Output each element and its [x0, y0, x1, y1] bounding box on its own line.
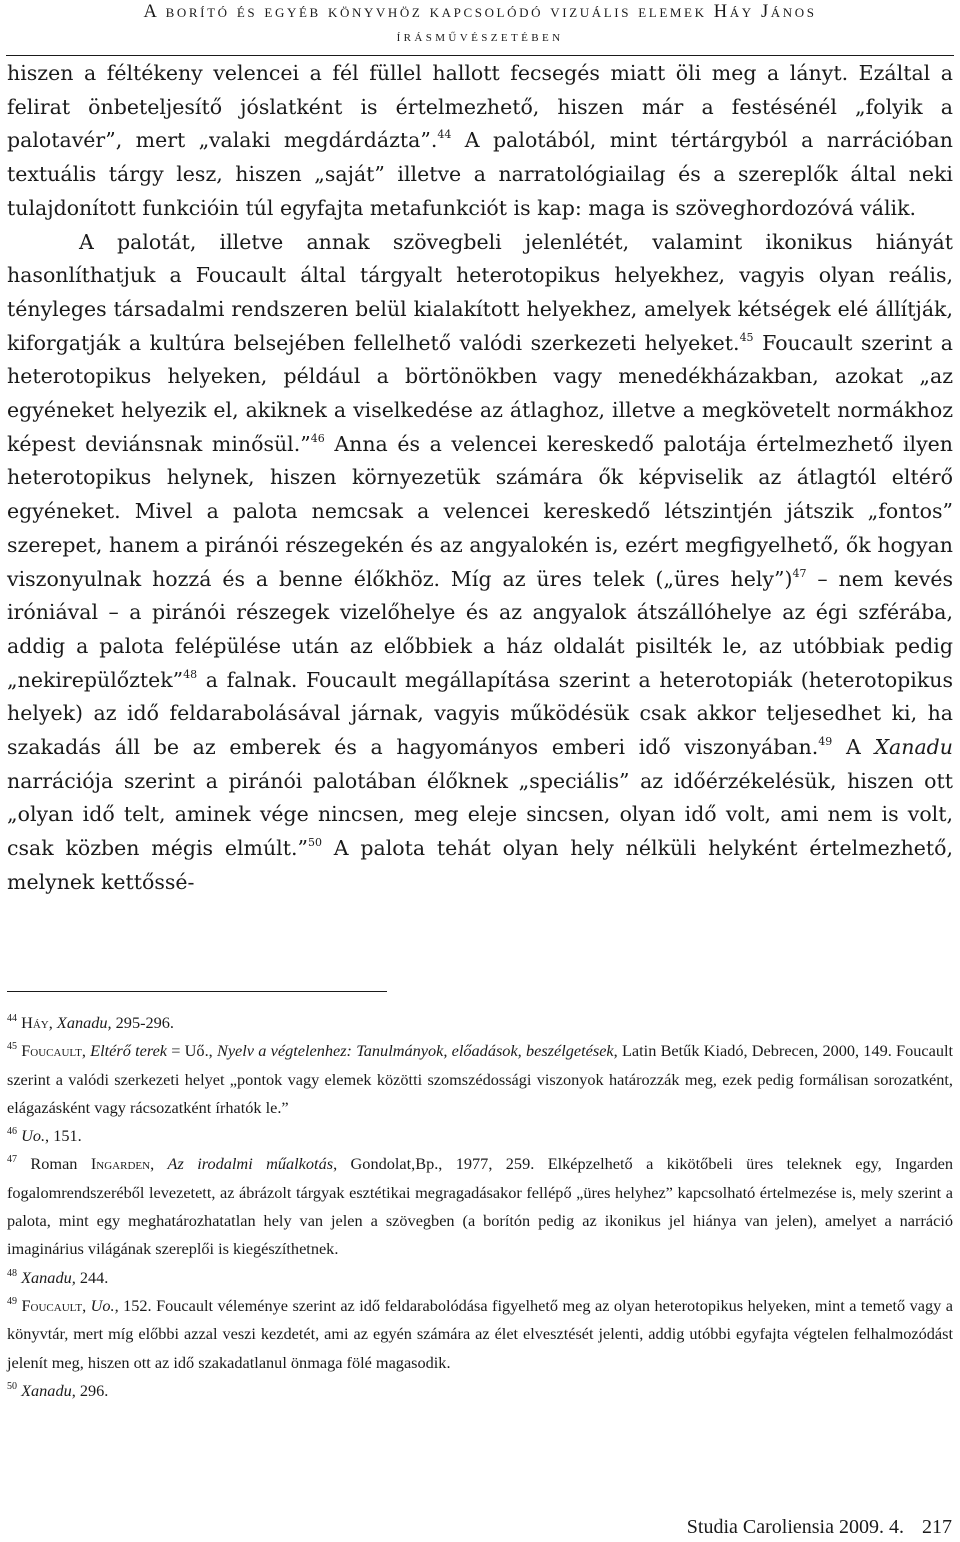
footnote-number: 45 — [7, 1041, 17, 1053]
footnote-ref-50[interactable]: 50 — [307, 836, 322, 850]
footnote-ref-44[interactable]: 44 — [437, 128, 452, 142]
footnote-47 — [7, 1150, 953, 1263]
footnote-author: Foucault — [21, 1041, 82, 1061]
footnote-author: Háy — [21, 1013, 49, 1032]
paragraph-1 — [7, 57, 953, 226]
footnote-title: Xanadu, — [21, 1267, 76, 1287]
text-span: , — [48, 1013, 57, 1032]
text-span: Anna és a velencei kereskedő palotája értelmezhető ilyen heterotopikus helynek, hiszen környezetük számára ők képviselik az átlagtól eltérő egyéneket. Mivel a palota nemcsak a velencei kereskedő létszintjén játszik „fontos” szerepet, hanem a piránói részegekén és az angyalokén is, ezért megfigyelhető, ők hogyan viszonyulnak hozzá és a benne élőkhöz. Míg az üres telek („üres hely”) — [7, 431, 953, 591]
footnote-number: 48 — [7, 1267, 17, 1279]
footnote-title: Xanadu — [21, 1380, 72, 1400]
text-span: Foucault szerint a heterotopikus helyeken, például a börtönökben vagy menedékházakban, azokat „az egyéneket helyezik el, akiknek a viselkedése az átlaghoz, illetve a megkövetelt normákhoz képest deviánsnak minősül.” — [7, 330, 953, 456]
journal-name: Studia Caroliensia 2009. 4. — [686, 1516, 904, 1538]
text-span: , Latin Betűk Kiadó, Debrecen, 2000, 149. Foucault szerint a valódi szerkezeti helyet „pontok vagy elemek közötti szomszédossági viszonyok határozzák meg, ezek pedig formálisan sorozatként, elágazásként vagy rácsozatként írhatók le.” — [7, 1041, 954, 1117]
text-span: Roman — [17, 1154, 91, 1174]
running-header — [0, 0, 960, 48]
main-text — [7, 57, 953, 900]
text-span: , — [150, 1154, 168, 1174]
footnote-44 — [7, 1009, 953, 1037]
footnote-48 — [7, 1264, 953, 1292]
text-span: A palota tehát olyan hely nélküli helyként értelmezhető, melynek kettőssé- — [7, 836, 953, 894]
footnote-ref-45[interactable]: 45 — [739, 330, 754, 344]
footnote-author: Ingarden — [90, 1154, 151, 1174]
paragraph-2 — [7, 226, 953, 900]
text-span: = Uő., — [167, 1041, 217, 1061]
footnote-title: Xanadu, — [56, 1013, 112, 1032]
footnote-ref-46[interactable]: 46 — [310, 431, 325, 445]
footnote-number: 44 — [7, 1013, 17, 1024]
footnote-title: Nyelv a végtelenhez: Tanulmányok, előadások, beszélgetések — [216, 1041, 614, 1061]
text-span: A palotából, mint tértárgyból a narrációban textuális tárgy lesz, hiszen „saját” illetve a narratológiailag és a szereplők által neki tulajdonított funkcióin túl egyfajta metafunkciót is kap: maga is szöveghordozóvá válik. — [7, 128, 953, 220]
footnote-author: Foucault — [21, 1295, 83, 1315]
footnote-45 — [7, 1037, 953, 1122]
footnote-number: 47 — [7, 1154, 17, 1166]
footnote-ref-49[interactable]: 49 — [818, 735, 833, 749]
footnote-title: Uo., — [90, 1295, 119, 1315]
text-span: , 151. — [45, 1126, 82, 1146]
text-span: 244. — [75, 1267, 109, 1287]
running-header-line-2: írásművészetében — [396, 28, 564, 45]
text-span: 152. Foucault véleménye szerint az idő feldarabolódása figyelhető meg az olyan heterotopikus helyeken, mint a temető vagy a könyvtár, mert míg előbbi azzal veszi kezdetét, ami az egyén számára az élet elvesztését jelenti, addig utóbbi egyfajta végtelen felhalmozódást jelenít meg, hiszen ott az idő szakadatlanul önmaga fölé magasodik. — [7, 1295, 953, 1372]
footnote-number: 49 — [7, 1295, 17, 1307]
text-span: , — [82, 1295, 91, 1315]
text-span: A palotát, illetve annak szövegbeli jelenlétét, valamint ikonikus hiányát hasonlíthatjuk a Foucault által tárgyalt heterotopikus helyekhez, vagyis olyan reális, tényleges társadalmi rendszeren belül kialakított helyekhez, amelyek kétségek elé állítják, kiforgatják a kultúra belsejében fellelhető valódi szerkezeti helyeket. — [7, 229, 953, 355]
footnotes — [7, 1009, 953, 1405]
text-span: – nem kevés iróniával – a piránói részegek vizelőhelye és az angyalok átszállóhelye az égi szférába, addig a palota felépülése után az előbbiek a ház oldalát pisilték le, az utóbbiak pedig „nekirepülőztek” — [7, 566, 953, 692]
text-span: hiszen a féltékeny velencei a fél füllel hallott fecsegés miatt öli meg a lányt. Ezáltal a felirat önbeteljesítő jóslatként is értelmezhető, hiszen már a festésénél „folyik a palotavér”, mert „valaki megdárdázta”. — [7, 61, 953, 153]
page-footer — [687, 1516, 952, 1539]
footnote-50 — [7, 1377, 953, 1405]
text-span: , Gondolat,Bp., 1977, 259. Elképzelhető a kikötőbeli üres teleknek egy, Ingarden fogalomrendszeréből levezetett, az ábrázolt tárgyak esztétikai megragadásakor fellépő „üres helyhez” kapcsolható értelmezése is, mely szerint a palota, mint egy meghatározhatatlan hely van jelen a szövegben (a borítón pedig az ikonikus jel hiánya van jelen), amelyet a narráció imaginárius világának szereplői is kiegészíthetnek. — [7, 1154, 954, 1259]
text-span: narrációja szerint a piránói palotában élőknek „speciális” az időérzékelésük, hiszen ott „olyan idő telt, aminek vége nincsen, meg eleje sincsen, olyan idő volt, ami nem is volt, csak közben mégis elmúlt.” — [7, 768, 953, 861]
text-span: , 296. — [71, 1380, 109, 1400]
footnote-title: Uo. — [21, 1126, 46, 1146]
footnote-number: 50 — [7, 1380, 17, 1392]
text-span: , — [81, 1041, 91, 1061]
text-span: A — [832, 735, 875, 760]
text-span: a falnak. Foucault megállapítása szerint a heterotopiák (heterotopikus helyek) az idő feldarabolásával járnak, vagyis működésük csak akkor teljesedhet ki, ha szakadás áll be az emberek és a hagyományos emberi idő viszonyában. — [7, 667, 953, 760]
text-span: 295-296. — [111, 1013, 174, 1032]
footnote-ref-47[interactable]: 47 — [792, 566, 807, 580]
footnote-rule — [7, 991, 387, 992]
italic-title: Xanadu — [874, 735, 954, 760]
footnote-title: Eltérő terek — [90, 1041, 168, 1061]
footnote-49 — [7, 1292, 953, 1377]
footnote-number: 46 — [7, 1126, 17, 1138]
footnote-46 — [7, 1122, 953, 1150]
running-header-line-1: A borító és egyéb könyvhöz kapcsolódó vizuális elemek Háy János — [143, 2, 817, 22]
header-rule — [6, 55, 954, 56]
footnote-ref-48[interactable]: 48 — [183, 667, 198, 681]
page-number: 217 — [922, 1516, 952, 1538]
footnote-title: Az irodalmi műalkotás — [167, 1154, 334, 1174]
